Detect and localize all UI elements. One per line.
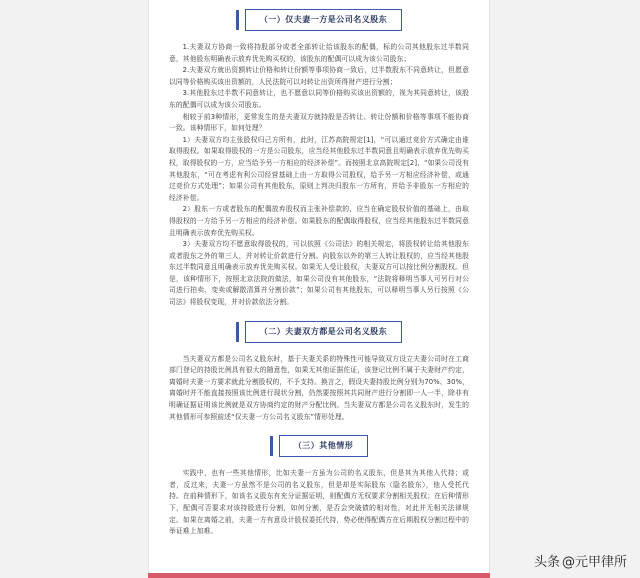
heading-accent-bar <box>270 436 273 456</box>
paragraph: 3.其他股东过半数不同意转让，也不愿意以同等价格购买该出资额的，视为其同意转让，该股东的配偶可以成为该公司股东。 <box>169 89 469 109</box>
section-heading-1 <box>149 9 489 31</box>
paragraph: 1.夫妻双方协商一致将持股部分或者全部转让给该股东的配偶，标的公司其他股东过半数同意，其他股东明确表示放弃优先购买权的，该股东的配偶可以成为该公司股东； <box>169 43 469 63</box>
paragraph: 2.夫妻双方就出资额转让价格和转让份额等事项协商一致后，过半数股东不同意转让，但愿意以同等价格购买该出资额的，人民法院可以对转让出资所得财产进行分割； <box>169 66 469 86</box>
bottom-accent-stripe <box>148 573 490 578</box>
section-heading-2-text: （二）夫妻双方都是公司名义股东 <box>245 321 403 343</box>
paragraph: 1）夫妻双方均主张股权归己方所有，此时，江苏高院规定[1]，“可以通过竞价方式确定由谁取得股权。如果取得股权的一方是公司股东，应当经其他股东过半数同意且明确表示放弃优先购买权，取得股权的一方，应当给予另一方相应的经济补偿”。而按照北京高院规定[2]，“如果公司没有其他股东，“可在考虑有利公司经营基础上由一方取得公司股权，给予另一方相应经济补偿，或通过竞价方式处理”；如果公司有其他股东，原则上判决归股东一方所有，并给予非股东一方相应的经济补偿。 <box>169 135 469 202</box>
section-heading-3-text: （三）其他情形 <box>279 435 369 457</box>
watermark <box>534 551 628 570</box>
section-heading-1-text: （一）仅夫妻一方是公司名义股东 <box>245 9 403 31</box>
watermark-platform: 头条 <box>533 555 560 570</box>
watermark-handle: @元甲律所 <box>561 555 627 570</box>
section-heading-3 <box>149 435 489 457</box>
paragraph: 相较于前3种情形，更常发生的是夫妻双方就持股是否转让、转让份额和价格等事项不能协商一致。该种情形下，如何处理？ <box>169 112 469 133</box>
paragraph: 3）夫妻双方均不愿意取得股权的，可以依照《公司法》的相关规定，将股权转让给其他股东或者股东之外的第三人，并对转让价款进行分割。向股东以外的第三人转让股权的，应当经其他股东过半数同意且明确表示放弃优先购买权。如果无人受让股权，夫妻双方可以按比例分割股权。但是，该种情形下，按照北京法院的做法，如果公司没有其他股东，“法院将释明当事人可另行对公司进行拍卖、变卖或解散清算并分割价款”；如果公司有其他股东，可以释明当事人另行按照《公司法》将股权变现，并对价款依法分割。 <box>169 240 469 307</box>
paragraph: 2）股东一方或者股东的配偶放弃股权而主张补偿款的，应当在确定股权价值的基础上，由取得股权的一方给予另一方相应的经济补偿。如果股东的配偶取得股权，应当经其他股东过半数同意且明确表示放弃优先购买权。 <box>169 205 469 237</box>
section-heading-2 <box>149 321 489 343</box>
article-page <box>148 0 490 578</box>
paragraph: 当夫妻双方都是公司名义股东时，基于夫妻关系的特殊性可能导致双方设立夫妻公司时在工商部门登记的持股比例具有很大的随意性，如果无其他证据佐证，该登记比例不属于夫妻财产约定，离婚时夫妻一方要求就此分割股权的，不予支持。换言之，假设夫妻持股比例分别为70%、30%，离婚时并不能直接按照该比例进行现状分割，仍然要按照其共同财产进行分割即一人一半，除非有明确证据证明该比例就是双方协商约定的财产分配比例。当夫妻双方都是公司名义股东时，发生的其他情形可参照前述“仅夫妻一方公司名义股东”情形处理。 <box>169 354 469 421</box>
heading-accent-bar <box>236 10 239 30</box>
paragraph: 实践中，也有一些其他情形，比如夫妻一方虽为公司的名义股东，但是其为其他人代持；或者，反过来，夫妻一方虽然不是公司的名义股东，但是却是实际股东（隐名股东），他人受托代持。在前种情形下，如该名义股东有充分证据证明，则配偶方无权要求分割相关股权；在后种情形下，配偶可否要求对该持股进行分割，如何分割，是否会突破债的相对性，对此并无相关法律规定。如果在离婚之前，夫妻一方有意设计股权委托代持，势必使得配偶方在后期股权分割过程中的举证难上加难。 <box>169 469 469 536</box>
heading-accent-bar <box>236 322 239 342</box>
